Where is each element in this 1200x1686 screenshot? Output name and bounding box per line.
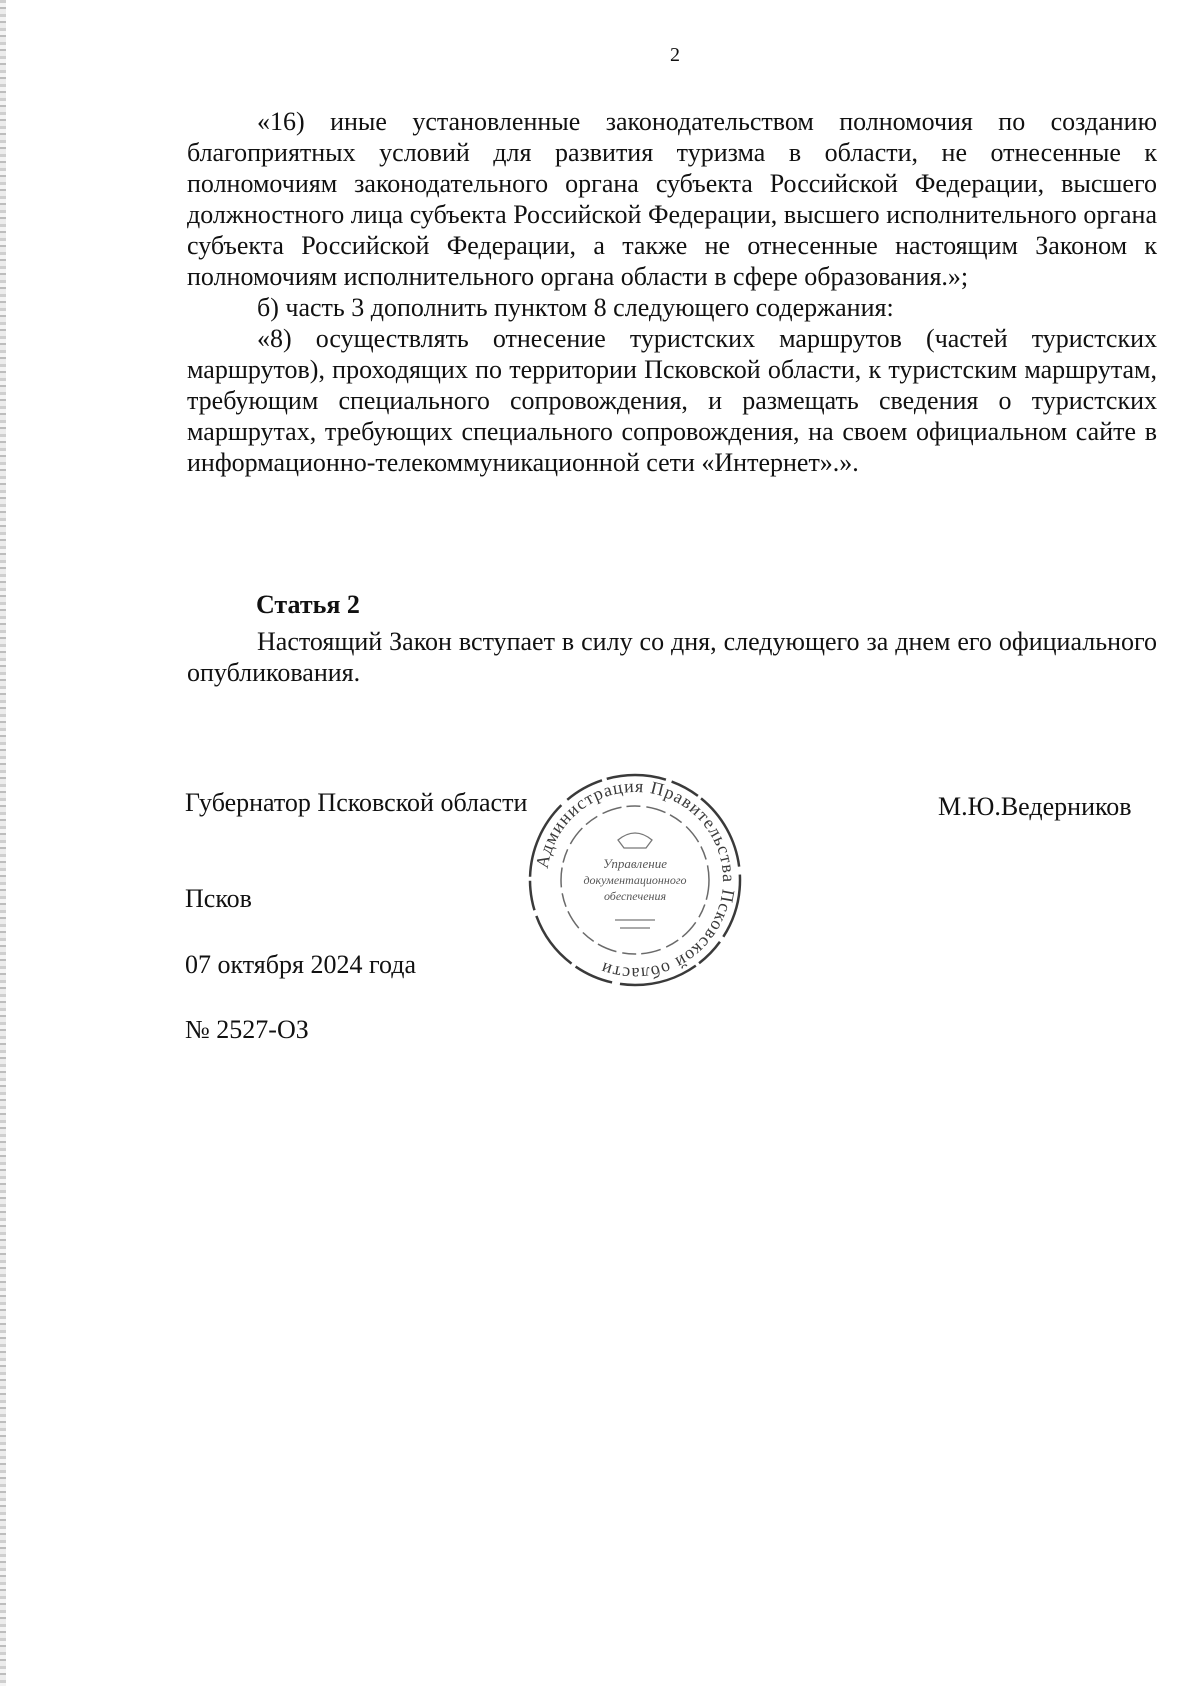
seal-center-line-2: документационного [583, 873, 687, 887]
seal-line-marks [615, 920, 655, 928]
page-number: 2 [670, 44, 680, 66]
paragraph-b: б) часть 3 дополнить пунктом 8 следующего содержания: [257, 293, 894, 322]
paragraph-8: «8) осуществлять отнесение туристских маршрутов (частей туристских маршрутов), проходящих по территории Псковской области, к туристским маршрутам, требующим специального сопровождения, и размещать сведения о туристских маршрутах, требующих специального сопровождения, на своем официальном сайте в информационно-телекоммуникационной сети «Интернет».». [187, 324, 1157, 477]
seal-ring-text: Администрация Правительства Псковской области [531, 775, 740, 985]
seal-center-line-1: Управление [602, 856, 668, 871]
seal-emblem-icon [618, 833, 652, 848]
official-seal [520, 770, 750, 990]
seal-center-line-3: обеспечения [603, 889, 667, 903]
city: Псков [185, 884, 252, 913]
article-text: Настоящий Закон вступает в силу со дня, следующего за днем его официального опубликования. [187, 627, 1157, 687]
signatory-name: М.Ю.Ведерников [938, 792, 1132, 821]
paragraph-16: «16) иные установленные законодательством полномочия по созданию благоприятных условий для развития туризма в области, не отнесенные к полномочиям законодательного органа субъекта Российской Федерации, высшего должностного лица субъекта Российской Федерации, высшего исполнительного органа субъекта Российской Федерации, а также не отнесенные настоящим Законом к полномочиям исполнительного органа области в сфере образования.»; [187, 107, 1157, 291]
law-body [187, 106, 1157, 478]
article-text-block [187, 626, 1157, 688]
scan-edge [0, 0, 6, 1686]
signatory-position: Губернатор Псковской области [185, 788, 528, 817]
law-number: № 2527-ОЗ [185, 1015, 309, 1044]
article-heading: Статья 2 [256, 590, 360, 619]
signing-date: 07 октября 2024 года [185, 950, 416, 979]
